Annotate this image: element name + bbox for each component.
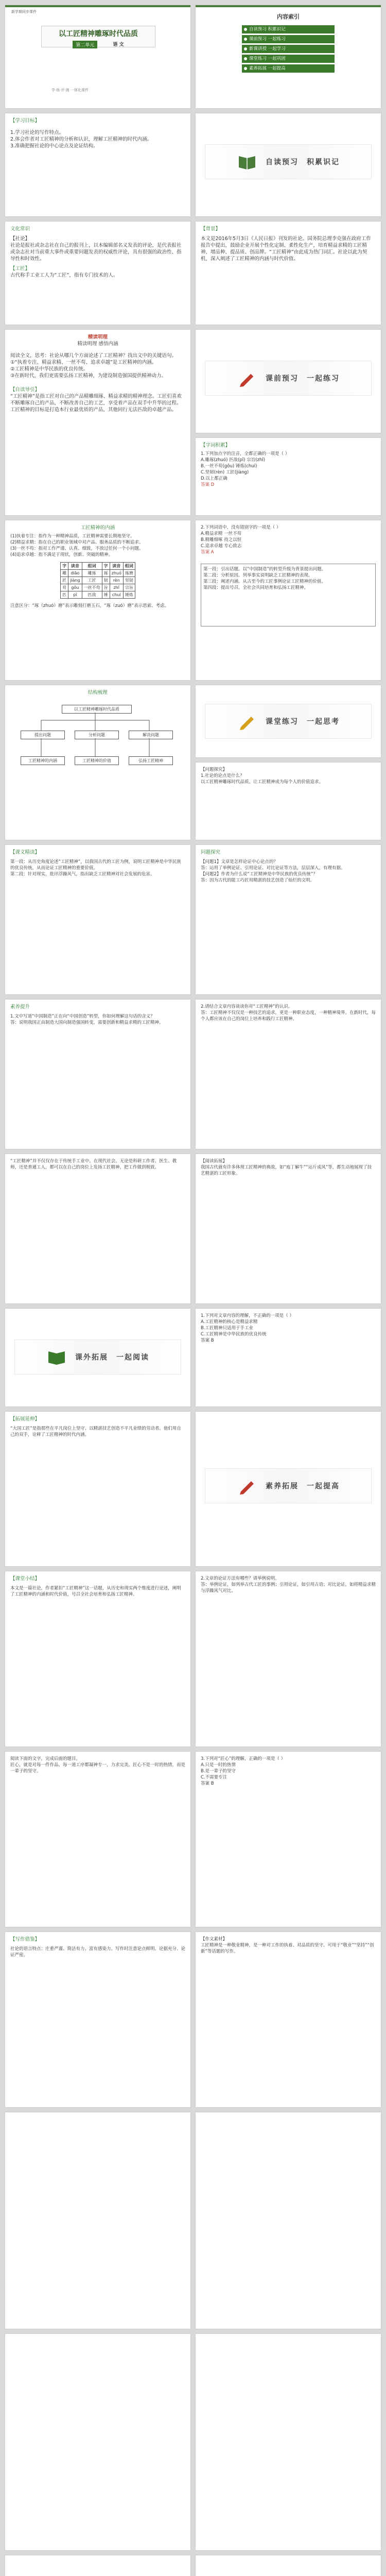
question-1: 1.下列加点字的注音，全都正确的一项是（ ） A.雕琢(zhuó) 匹敌(pǐ) 宗旨(zhǐ) B.一丝不苟(gǒu) 锤炼(chuí) C.坚韧(rèn) 工匠(jiàng) D.以上都正确 <box>201 451 290 481</box>
book-icon <box>46 1348 67 1366</box>
cell: diāo <box>68 570 82 577</box>
school-label: 新学期同步课件 <box>11 10 37 14</box>
cell: 匹敌 <box>82 591 102 599</box>
section-body: 本文是一篇社论，作者紧扣“工匠精神”这一话题，从历史和现实两个维度进行论述，阐明了工匠精神的内涵和时代价值，号召全社会培育和弘扬工匠精神。 <box>10 1586 181 1597</box>
slide-toc <box>196 5 381 108</box>
section-body: 本文是2016年5月3日《人民日报》刊发的社论。国务院总理李克强在政府工作报告中提出，鼓励企业开展个性化定制、柔性化生产，培育精益求精的工匠精神，增品种、提品质、创品牌。“工匠精神”由此成为热门词汇。社论以此为契机，深入阐述了工匠精神的内涵与时代价值。 <box>201 236 371 262</box>
slide-background-2 <box>196 222 381 325</box>
subject-label: 语 文 <box>113 42 124 47</box>
top-bar <box>196 5 381 7</box>
tagline: 学·练·评·测 一体化课件 <box>51 88 89 92</box>
section-heading: 问题探究 <box>201 850 221 855</box>
col-header: 读音 <box>110 563 123 570</box>
cell: 旨 <box>102 584 110 591</box>
slide-reading-2 <box>196 845 381 994</box>
cell: 雕琢 <box>82 570 102 577</box>
page-title: 以工匠精神雕琢时代品质 <box>59 30 138 38</box>
slide-goals <box>5 113 190 216</box>
slide-title <box>5 5 190 108</box>
slide-text-2 <box>196 1154 381 1303</box>
banner-title: 课前预习 一起练习 <box>266 375 340 383</box>
diagram-node: 弘扬工匠精神 <box>129 756 173 765</box>
section-heading: 素养提升 <box>10 1004 30 1010</box>
toc-item-5[interactable]: 素养拓展 一起提高 <box>242 64 335 73</box>
slide-banner-4 <box>5 1309 190 1406</box>
table-row <box>61 584 135 591</box>
section-heading: 工匠精神的内涵 <box>80 525 115 531</box>
slide-banner-1 <box>196 113 381 216</box>
cell: 琢磨 <box>123 570 135 577</box>
answer-2: 答案 A <box>201 550 214 555</box>
slide-words <box>196 438 381 515</box>
section-heading: 【写作借鉴】 <box>10 1937 40 1942</box>
diagram-node: 分析问题 <box>75 731 119 739</box>
slide-question <box>196 762 381 840</box>
diagram-center: 以工匠精神雕琢时代品质 <box>62 705 132 714</box>
answer-1: 答案 D <box>201 482 215 487</box>
title-box <box>41 26 155 47</box>
section-body: 2.文章的论证方法有哪些？请举例说明。 答：举例论证，如列举古代工匠的事例；引用论证，如引用古语；对比论证，如将精益求精与浮躁风气对比。 <box>201 1576 376 1594</box>
section-body: 【作文素材】 工匠精神是一种敬业精神，是一种对工作的执着、对品质的坚守。可用于“敬业”“坚持”“创新”等话题的写作。 <box>201 1937 374 1954</box>
col-header: 组词 <box>123 563 135 570</box>
section-heading: 【学习目标】 <box>10 118 40 124</box>
slide-summary-2 <box>196 1571 381 1747</box>
section-body: 【阅读拓展】 我国古代就有许多体现工匠精神的典故，如“庖丁解牛”“运斤成风”等，都生动地展现了技艺精湛的工匠形象。 <box>201 1159 372 1176</box>
toc-item-3[interactable]: 新课讲授 一起学习 <box>242 45 335 53</box>
reading-body: “工匠精神”是指工匠对自己的产品精雕细琢、精益求精的精神理念。工匠们喜欢不断雕琢自己的产品，不断改善自己的工艺，享受着产品在双手中升华的过程。工匠精神的目标是打造本行业最优质的产品，其他同行无法匹敌的卓越产品。 <box>10 394 182 413</box>
cell: 匠 <box>61 577 68 584</box>
slide-banner-2 <box>196 330 381 433</box>
sub-body: 古代称手工业工人为“工匠”，指有专门技术的人。 <box>10 273 118 278</box>
banner-title: 素养拓展 一起提高 <box>266 1482 340 1490</box>
cell: 匹 <box>61 591 68 599</box>
section-heading: 【课文精读】 <box>10 850 40 855</box>
banner <box>205 361 372 396</box>
slide-blank-4 <box>196 2334 381 2550</box>
col-header: 字 <box>61 563 68 570</box>
section-body: “工匠精神”并不仅仅存在于传统手工业中。在现代社会，无论是科研工作者、医生、教师，还是普通工人，都可以在自己的岗位上发扬工匠精神，把工作做到极致。 <box>10 1159 177 1170</box>
toc-item-1[interactable]: 自读预习 积累识记 <box>242 25 335 33</box>
section-heading: 文化常识 <box>10 226 30 232</box>
table-row <box>61 591 135 599</box>
slide-writing-1 <box>5 1932 190 2107</box>
section-body: “大国工匠”是指那些在平凡岗位上坚守、以精湛技艺创造不平凡业绩的劳动者。他们用自己的双手，诠释了工匠精神的时代内涵。 <box>10 1426 181 1437</box>
section-body: 【问题探究】 1.社论的论点是什么？ 以工匠精神雕琢时代品质，让工匠精神成为每个人的价值追求。 <box>201 767 324 785</box>
banner <box>14 1340 181 1375</box>
slide-structure <box>5 685 190 840</box>
slide-banner-3 <box>196 685 381 757</box>
table-row <box>61 570 135 577</box>
slide-vocab-table <box>5 520 190 680</box>
toc-item-4[interactable]: 课堂练习 一起巩固 <box>242 55 335 63</box>
diagram-node: 工匠精神的内涵 <box>21 756 65 765</box>
diagram-node: 工匠精神的价值 <box>75 756 119 765</box>
slide-exercise-1 <box>5 1752 190 1927</box>
slide-blank-3 <box>5 2334 190 2550</box>
slide-literacy-2 <box>196 999 381 1149</box>
diagram-lines <box>10 689 185 792</box>
cell: 宗旨 <box>123 584 135 591</box>
cell: 琢 <box>102 570 110 577</box>
cell: 雕 <box>61 570 68 577</box>
cell: jiàng <box>68 577 82 584</box>
slide-blank-1 <box>5 2112 190 2329</box>
section-heading: 【拓展延伸】 <box>10 1416 40 1422</box>
sub-heading: 【工匠】 <box>10 266 30 272</box>
cell: 坚韧 <box>123 577 135 584</box>
reading-heading: 【自读导引】 <box>10 387 40 393</box>
pencil-icon <box>237 713 257 730</box>
slide-blank-5 <box>5 2555 190 2576</box>
col-header: 组词 <box>82 563 102 570</box>
slide-reading-1 <box>5 845 190 994</box>
section-body: 2.请结合文章内容谈谈你对“工匠精神”的认识。 答：工匠精神不仅仅是一种技艺的追求，更是一种职业态度，一种精神境界。在新时代，每个人都应该在自己的岗位上培养和践行工匠精神。 <box>201 1004 376 1022</box>
slide-exercise-2 <box>196 1752 381 1927</box>
section-body: 1.下列对文章内容的理解，不正确的一项是（ ） A.工匠精神的核心是精益求精 B.工匠精神只适用于手工业 C.工匠精神是中华民族的优良传统 答案 B <box>201 1313 294 1343</box>
toc-item-2[interactable]: 课前预习 一起练习 <box>242 35 335 43</box>
diagram-node: 提出问题 <box>21 731 65 739</box>
section-body: 3.下列对“匠心”的理解，正确的一项是（ ） A.只是一时的热情 B.是一辈子的坚守 C.不需要专注 答案 B <box>201 1756 286 1786</box>
cell: 工匠 <box>82 577 102 584</box>
cell: 锤炼 <box>123 591 135 599</box>
section-body: 【社论】 社论是报社或杂志社在自己的报刊上，以本编辑部名义发表的评论，是代表报社或杂志社对当前重大事件或重要问题发表的权威性评论，具有很强的政治性、指导性和时效性。 <box>10 236 182 262</box>
banner <box>205 704 372 739</box>
section-body: 第一段：从历史角度论述“工匠精神”，以我国古代的工匠为例，说明工匠精神是中华民族的优良传统，从而论证工匠精神的重要价值。 第二段：针对现实，批评浮躁风气，指出缺乏工匠精神对社会发展的危害。 <box>10 859 181 877</box>
section-body: 第一段：引出话题。以“中国制造”的转型升级为背景提出问题。 第二段：分析原因。列举事实说明缺乏工匠精神的表现。 第三段：阐述内涵。从古至今的工匠事例论证工匠精神的价值。 第四段：提出号召。全社会共同培育和弘扬工匠精神。 <box>203 567 326 590</box>
section-body: 1.学习社论的写作特点。 2.体会作者对工匠精神的分析和认识，理解工匠精神的时代内涵。 3.准确把握社论的中心论点及论证结构。 <box>10 130 152 149</box>
section-heading: 【课堂小结】 <box>10 1576 40 1582</box>
table-row <box>61 577 135 584</box>
question-2: 2.下列词语中，没有错别字的一项是（ ） A.精益求精 一丝不苟 B.精雕细啄 持之以恒 C.追求卓越 专心致志 <box>201 525 281 549</box>
pencil-icon <box>237 369 257 387</box>
cell: zhǐ <box>110 584 123 591</box>
table-note: 注意区分：“琢（zhuó）磨”表示雕刻打磨玉石，“琢（zuó）磨”表示思索、考虑。 <box>10 603 169 608</box>
unit-label: 第二单元 <box>73 41 97 48</box>
banner-title: 自读预习 积累识记 <box>266 158 340 166</box>
section-heading: 精读明理 感悟内涵 <box>77 341 118 347</box>
slide-banner-5 <box>196 1412 381 1566</box>
cell: gǒu <box>68 584 82 591</box>
slide-literacy-1 <box>5 999 190 1149</box>
table-header <box>61 563 135 570</box>
slide-extend <box>196 1309 381 1406</box>
slide-writing-2 <box>196 1932 381 2107</box>
section-body: 1.文中写道“中国制造”正在向“中国创造”转型，你如何理解这句话的含义？ 答：说明我国正由制造大国向制造强国转变，需要创新和精益求精的工匠精神。 <box>10 1014 164 1025</box>
cell: rèn <box>110 577 123 584</box>
banner <box>205 1468 372 1503</box>
slide-extend-1 <box>5 1412 190 1566</box>
section-body: 社论的语言特点：庄重严谨、简洁有力、富有感染力。写作时注意论点鲜明、论据充分、论证严密。 <box>10 1946 186 1958</box>
top-bar <box>5 5 190 7</box>
slide-summary-1 <box>5 1571 190 1747</box>
section-body: 阅读全文，思考：社论从哪几个方面论述了工匠精神？找出文中的关键语句。 ①“执着专注、精益求精、一丝不苟、追求卓越”是工匠精神的内涵。 ②工匠精神是中华民族的优良传统。 ③在新时代，我们更需要弘扬工匠精神，为建设制造强国提供精神动力。 <box>10 353 177 379</box>
section-heading: 【背景】 <box>201 226 221 232</box>
cell: 一丝不苟 <box>82 584 102 591</box>
section-title: 精读明理 <box>87 334 108 340</box>
book-icon <box>237 153 257 171</box>
pencil-icon <box>237 1477 257 1495</box>
section-heading: 结构梳理 <box>87 690 108 696</box>
slide-text-1 <box>5 1154 190 1303</box>
banner-title: 课堂练习 一起思考 <box>266 718 340 726</box>
banner-title: 课外拓展 一起阅读 <box>75 1353 149 1362</box>
cell: zhuó <box>110 570 123 577</box>
slide-background <box>5 222 190 325</box>
section-body: 阅读下面的文字，完成后面的题目。 匠心，就是对每一件作品、每一道工序都凝神专一，力求完美。匠心不是一时的热情，而是一辈子的坚守。 <box>10 1756 186 1774</box>
vocab-table <box>60 562 135 599</box>
text-box <box>201 564 376 626</box>
banner <box>205 144 372 179</box>
cell: pǐ <box>68 591 82 599</box>
cell: 苟 <box>61 584 68 591</box>
slide-blank-2 <box>196 2112 381 2329</box>
slide-words-2 <box>196 520 381 680</box>
cell: chuí <box>110 591 123 599</box>
cell: 锤 <box>102 591 110 599</box>
section-body: 【问题1】文章是怎样论证中心论点的？ 答：运用了举例论证、引用论证、对比论证等方法，层层深入，有理有据。 【问题2】作者为什么说“工匠精神是中华民族的优良传统”？ 答：因为古代的能工巧匠用精湛的技艺创造了灿烂的文明。 <box>201 859 345 883</box>
col-header: 字 <box>102 563 110 570</box>
section-body: (1)执着专注：指作为一种精神品质，工匠精神需要长期地坚守。 (2)精益求精：指在自己的职业领域中对产品、服务品质的不断追求。 (3)一丝不苟：指对工作严谨、认真、细致，不放过任何一个小问题。 (4)追求卓越：指不满足于现状，创新、突破的精神。 <box>10 534 144 557</box>
col-header: 读音 <box>68 563 82 570</box>
slide-blank-6 <box>196 2555 381 2576</box>
toc-list <box>242 24 335 74</box>
section-heading: 【字词积累】 <box>201 443 231 448</box>
cell: 韧 <box>102 577 110 584</box>
diagram-node: 解决问题 <box>129 731 173 739</box>
toc-title: 内容索引 <box>277 13 300 20</box>
slide-close-reading <box>5 330 190 515</box>
